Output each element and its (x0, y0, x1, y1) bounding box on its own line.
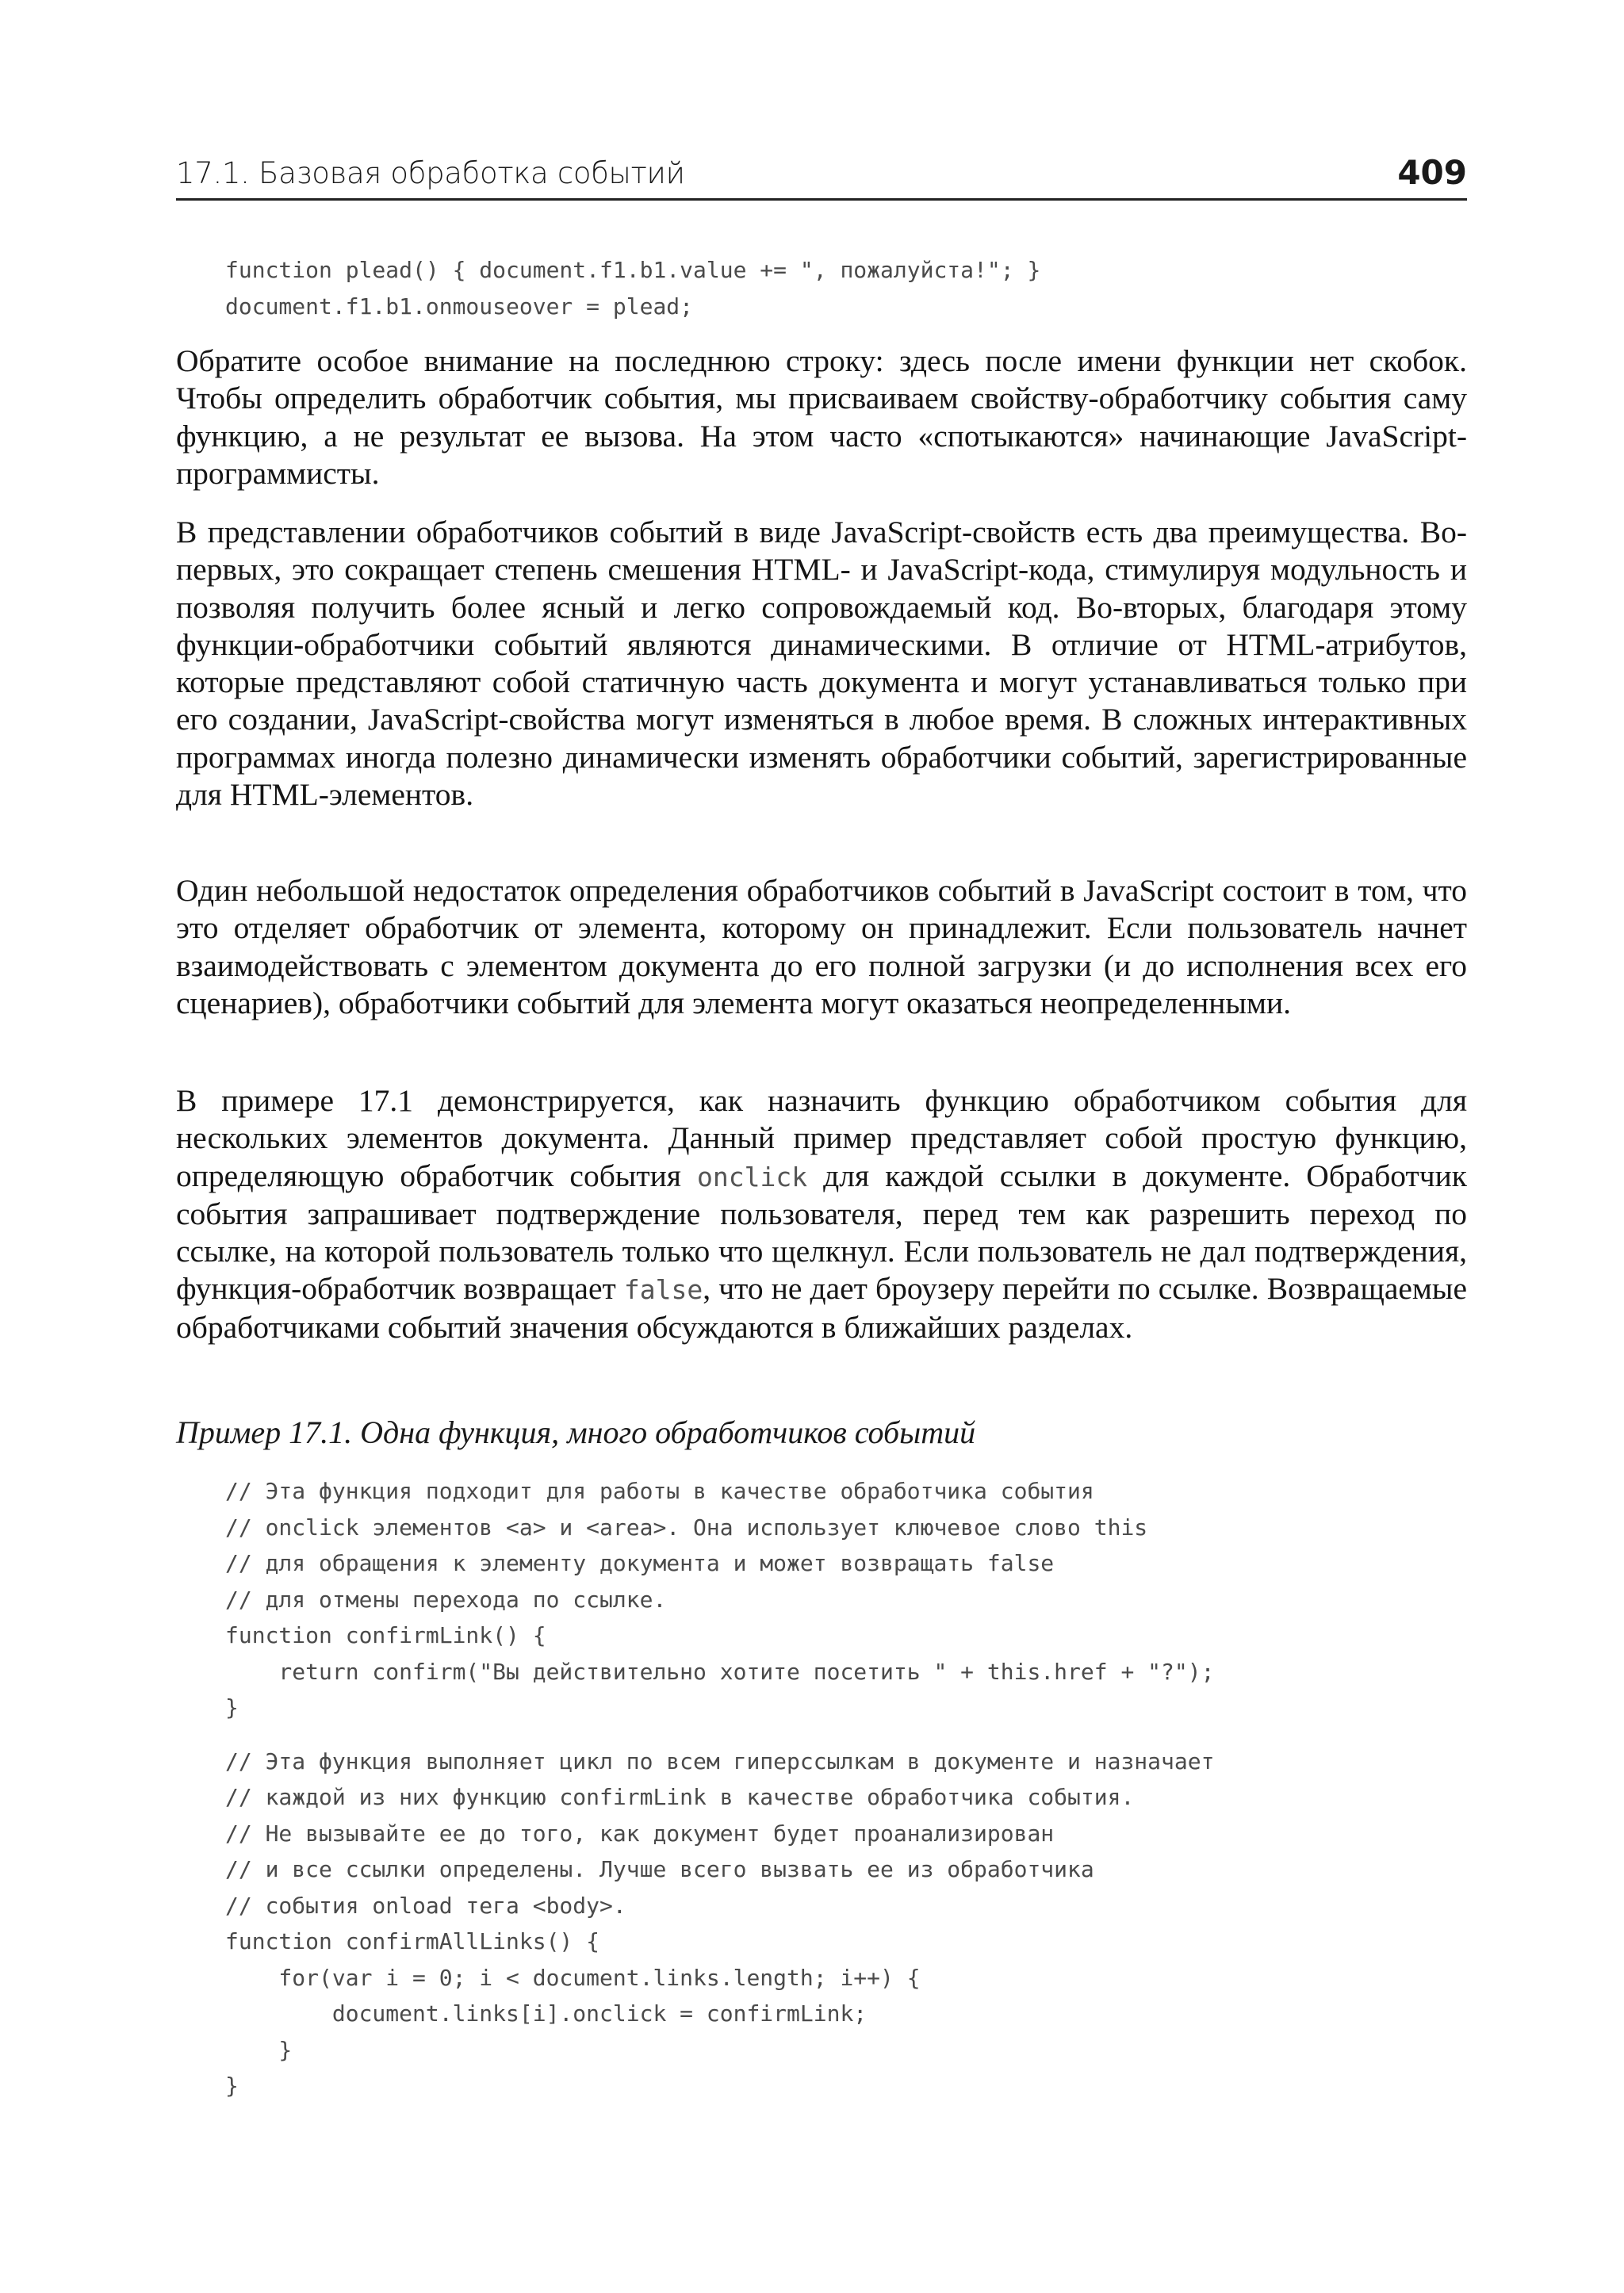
code-line: function confirmLink() { (225, 1622, 546, 1648)
paragraph-4-text-b: для каждой ссылки в документе. Обработчик события запрашивает подтверждение пользователя, перед тем как разрешить переход по ссылке, на которой пользователь только что щелкнул. Если пользователь не дал подтверждения, функция-обработчик возвращает (176, 1158, 1467, 1307)
code-snippet-plead (225, 252, 1040, 324)
header-rule (176, 198, 1467, 201)
code-line: } (225, 1694, 239, 1721)
code-line: document.f1.b1.onmouseover = plead; (225, 293, 694, 320)
code-line: // Эта функция выполняет цикл по всем гиперссылкам в документе и назначает (225, 1748, 1215, 1774)
paragraph-2: В представлении обработчиков событий в виде JavaScript-свойств есть два преимущества. Во-первых, это сокращает степень смешения HTML- и JavaScript-кода, стимулируя модульность и позволяя получить более ясный и легко сопровождаемый код. Во-вторых, благодаря этому функции-обработчики событий являются динамическими. В отличие от HTML-атрибутов, которые представляют собой статичную часть документа и могут устанавливаться только при его создании, JavaScript-свойства могут изменяться в любое время. В сложных интерактивных программах иногда полезно динамически изменять обработчики событий, зарегистрированные для HTML-элементов. (176, 515, 1467, 813)
code-example-17-1 (225, 1473, 1214, 2104)
example-caption: Пример 17.1. Одна функция, много обработчиков событий (176, 1414, 976, 1450)
section-title: 17.1. Базовая обработка событий (176, 156, 685, 190)
code-blank-line (225, 1726, 1214, 1744)
code-line: // события onload тега <body>. (225, 1892, 626, 1919)
paragraph-3: Один небольшой недостаток определения обработчиков событий в JavaScript состоит в том, что это отделяет обработчик от элемента, которому он принадлежит. Если пользователь начнет взаимодействовать с элементом документа до его полной загрузки (и до исполнения всех его сценариев), обработчики событий для элемента могут оказаться неопределенными. (176, 873, 1467, 1020)
code-line: for(var i = 0; i < document.links.length; i++) { (225, 1964, 921, 1991)
paragraph-4 (176, 1082, 1467, 1346)
code-line: } (225, 2073, 239, 2099)
paragraph-4-text-a: В примере 17.1 демонстрируется, как назначить функцию обработчиком события для нескольких элементов документа. Данный пример представляет собой простую функцию, определяющую обработчик события (176, 1083, 1467, 1193)
code-line: // для отмены перехода по ссылке. (225, 1586, 667, 1613)
code-line: // для обращения к элементу документа и может возвращать false (225, 1550, 1055, 1576)
paragraph-4-text-c: , что не дает броузеру перейти по ссылке. Возвращаемые обработчиками событий значения обсуждаются в ближайших разделах. (176, 1271, 1467, 1345)
running-header (176, 149, 1467, 197)
code-line: // Эта функция подходит для работы в качестве обработчика события (225, 1478, 1094, 1504)
code-line: // каждой из них функцию confirmLink в качестве обработчика события. (225, 1784, 1135, 1810)
paragraph-1: Обратите особое внимание на последнюю строку: здесь после имени функции нет скобок. Чтобы определить обработчик события, мы присваиваем свойству-обработчику события саму функцию, а не результат ее вызова. На этом часто «спотыкаются» начинающие JavaScript-программисты. (176, 343, 1467, 491)
inline-code-false: false (623, 1274, 703, 1306)
page-number: 409 (1397, 153, 1467, 192)
code-line: // Не вызывайте ее до того, как документ будет проанализирован (225, 1820, 1055, 1847)
code-line: } (225, 2036, 293, 2063)
code-line: function plead() { document.f1.b1.value += ", пожалуйста!"; } (225, 257, 1041, 283)
code-line: // onclick элементов <a> и <area>. Она использует ключевое слово this (225, 1514, 1148, 1541)
code-line: document.links[i].onclick = confirmLink; (225, 2000, 868, 2027)
code-line: function confirmAllLinks() { (225, 1928, 600, 1954)
inline-code-onclick: onclick (697, 1161, 808, 1192)
code-line: return confirm("Вы действительно хотите посетить " + this.href + "?"); (225, 1658, 1215, 1685)
code-line: // и все ссылки определены. Лучше всего вызвать ее из обработчика (225, 1856, 1094, 1882)
